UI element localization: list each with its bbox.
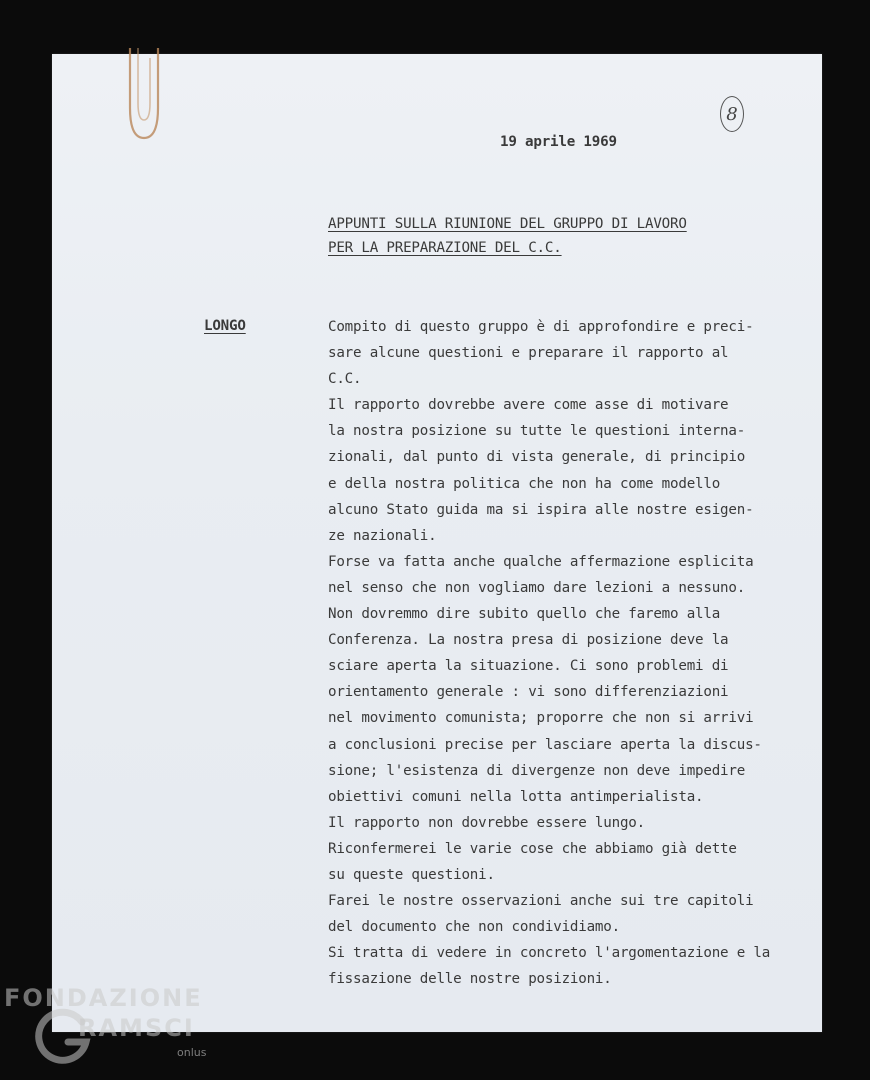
body-line: Il rapporto dovrebbe avere come asse di motivare [328, 397, 729, 414]
title-line: PER LA PREPARAZIONE DEL C.C. [328, 240, 562, 256]
watermark-line2: RAMSCI [78, 1014, 195, 1042]
document-body [328, 314, 808, 992]
watermark-line1: FONDAZIONE [4, 984, 203, 1012]
body-line: sione; l'esistenza di divergenze non deve impedire [328, 762, 746, 779]
watermark-suffix: onlus [177, 1046, 207, 1059]
body-line: Riconfermerei le varie cose che abbiamo già dette [328, 840, 737, 857]
body-line: C.C. [328, 371, 362, 388]
body-line: Conferenza. La nostra presa di posizione deve la [328, 632, 729, 649]
body-line: Forse va fatta anche qualche affermazione esplicita [328, 553, 754, 570]
archive-watermark [4, 984, 224, 1080]
body-line: sare alcune questioni e preparare il rapporto al [328, 345, 729, 362]
page-number [720, 96, 744, 132]
speaker-name: LONGO [204, 318, 246, 334]
body-line: su queste questioni. [328, 866, 495, 883]
body-line: Compito di questo gruppo è di approfondire e preci- [328, 319, 754, 335]
body-line: sciare aperta la situazione. Ci sono problemi di [328, 658, 729, 675]
body-line: Il rapporto non dovrebbe essere lungo. [328, 814, 645, 831]
body-line: e della nostra politica che non ha come modello [328, 475, 721, 492]
body-line: del documento che non condividiamo. [328, 919, 620, 936]
body-line: nel movimento comunista; proporre che non si arrivi [328, 710, 754, 727]
document-date: 19 aprile 1969 [500, 134, 617, 150]
document-sheet [52, 54, 822, 1032]
page-number-text: 8 [726, 103, 738, 125]
body-line: fissazione delle nostre posizioni. [328, 971, 612, 988]
body-line: Farei le nostre osservazioni anche sui tre capitoli [328, 893, 754, 910]
body-line: a conclusioni precise per lasciare aperta la discus- [328, 736, 762, 753]
document-title [328, 212, 687, 260]
body-line: orientamento generale : vi sono differenziazioni [328, 684, 729, 701]
body-line: obiettivi comuni nella lotta antimperialista. [328, 788, 704, 805]
paperclip-mark-icon [124, 48, 164, 148]
body-line: ze nazionali. [328, 527, 437, 544]
body-line: la nostra posizione su tutte le questioni interna- [328, 423, 746, 440]
body-line: Non dovremmo dire subito quello che faremo alla [328, 606, 721, 623]
title-line: APPUNTI SULLA RIUNIONE DEL GRUPPO DI LAVORO [328, 216, 687, 232]
body-line: alcuno Stato guida ma si ispira alle nostre esigen- [328, 501, 754, 518]
body-line: nel senso che non vogliamo dare lezioni a nessuno. [328, 579, 746, 596]
body-line: Si tratta di vedere in concreto l'argomentazione e la [328, 945, 771, 962]
body-line: zionali, dal punto di vista generale, di principio [328, 449, 746, 466]
